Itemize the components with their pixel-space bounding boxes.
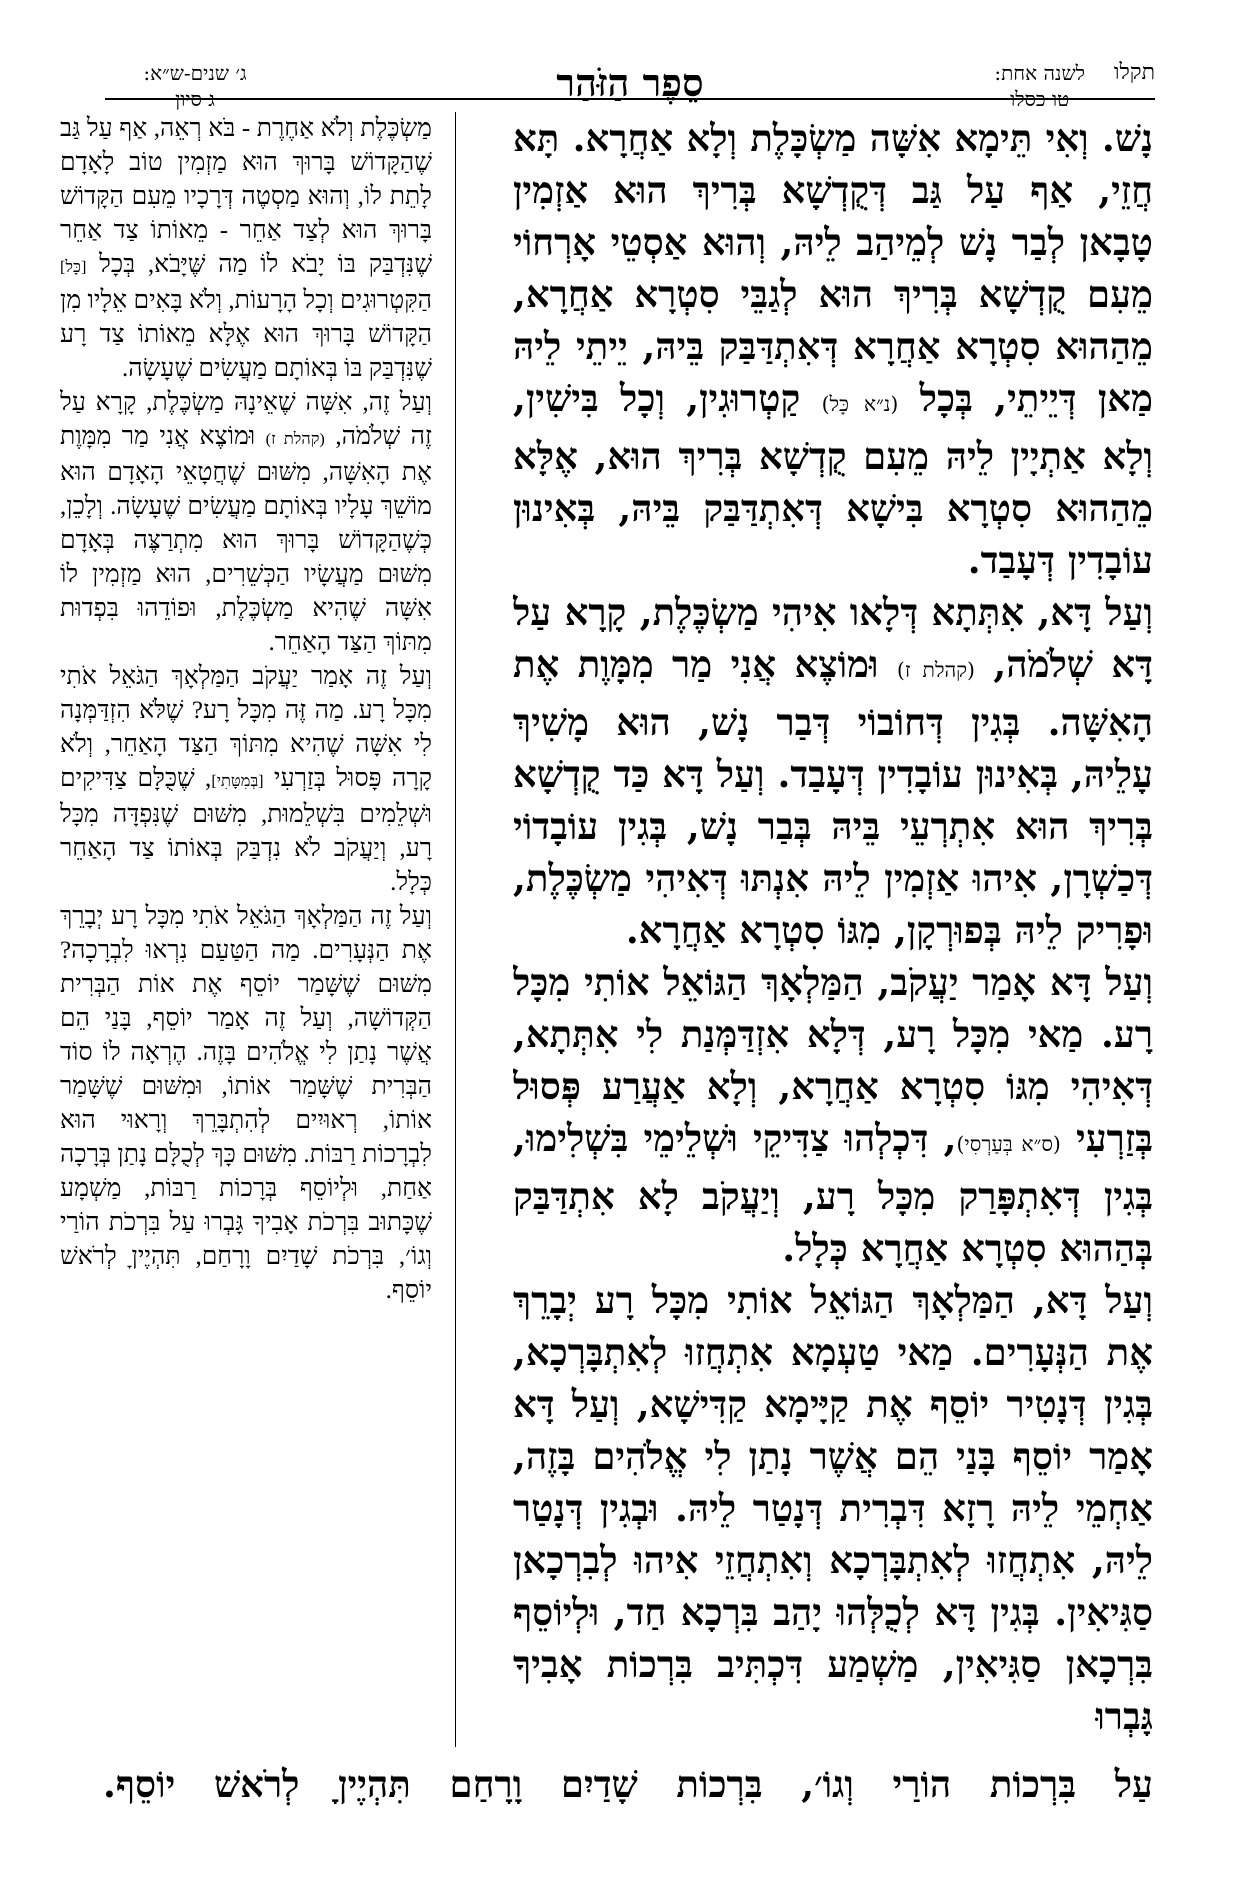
variant-note: [כָּל] [60, 258, 87, 276]
book-title: סֵפֶר הַזֹּהַר [556, 60, 704, 105]
schedule-label-one-year: לשנה אחת: [994, 61, 1085, 85]
schedule-label-three-years: ג׳ שנים-ש״א: [143, 61, 247, 85]
schedule-date-one-year: טו כסלו [1010, 87, 1070, 111]
hebrew-paragraph-1: מַשְׂכֶּלֶת וְלֹא אַחֶרֶת - בֹּא רְאֵה, אַף עַל גַּב שֶׁהַקָּדוֹשׁ בָּרוּךְ הוּא מַזְמִין טוֹב לָאָדָם לָתֵת לוֹ, וְהוּא מַסְטֶה דְּרָכָיו מֵעִם הַקָּדוֹשׁ בָּרוּךְ הוּא לְצַד אַחֵר - מֵאוֹתוֹ צַד אַחֵר שֶׁנִּדְבַּק בּוֹ יָבֹא לוֹ מַה שֶּׁיָּבֹא, בְּכָל [כָּל] הַקִּטְרוּגִים וְכָל הָרָעוֹת, וְלֹא בָּאִים אֵלָיו מִן הַקָּדוֹשׁ בָּרוּךְ הוּא אֶלָּא מֵאוֹתוֹ צַד רָע שֶׁנִּדְבַּק בּוֹ בְּאוֹתָם מַעֲשִׂים שֶׁעָשָׂה. [60, 115, 432, 382]
schedule-date-three-years: ג סיון [175, 87, 215, 111]
hebrew-paragraph-2: וְעַל זֶה, אִשָּׁה שֶׁאֵינָהּ מַשְׂכֶּלֶת, קָרָא עַל זֶה שְׁלֹמֹה, (קהלת ז) וּמוֹצֶא אֲנִי מַר מִמָּוֶת אֶת הָאִשָּׁה, מִשּׁוּם שֶׁחֲטָאֵי הָאָדָם הוּא מוֹשֵׁךְ עָלָיו בְּאוֹתָם מַעֲשִׂים שֶׁעָשָׂה. וְלָכֵן, כְּשֶׁהַקָּדוֹשׁ בָּרוּךְ הוּא מִתְרַצֶּה בְּאָדָם מִשּׁוּם מַעֲשָׂיו הַכְּשֵׁרִים, הוּא מַזְמִין לוֹ אִשָּׁה שֶׁהִיא מַשְׂכֶּלֶת, וּפוֹדֵהוּ בִּפְדוּת מִתּוֹךְ הַצַּד הָאַחֵר. [60, 389, 432, 656]
aramaic-paragraph-2: וְעַל דָּא, אִתְּתָא דְּלָאו אִיהִי מַשְׂכֶּלֶת, קָרָא עַל דָּא שְׁלֹמֹה, (קהלת ז) וּמוֹצֶא אֲנִי מַר מִמָּוֶת אֶת הָאִשָּׁה. בְּגִין דְּחוֹבוֹי דְּבַר נָשׁ, הוּא מָשִׁיךְ עָלֵיהּ, בְּאִינוּן עוֹבָדִין דְּעָבַד. וְעַל דָּא כַּד קֻדְשָׁא בְּרִיךְ הוּא אִתְרְעֵי בֵּיהּ בְּבַר נָשׁ, בְּגִין עוֹבָדוֹי דְּכַשְׁרָן, אִיהוּ אַזְמִין לֵיהּ אִנְתּוּ דְּאִיהִי מַשְׂכֶּלֶת, וּפָרִיק לֵיהּ בְּפוּרְקָן, מִגּוֹ סִטְרָא אַחֲרָא. [513, 590, 1153, 952]
hebrew-translation-column [60, 112, 432, 1747]
verse-reference: (קהלת ז) [265, 430, 325, 448]
variant-note: [בְּמִטָּתִי] [211, 772, 264, 790]
hebrew-paragraph-4: וְעַל זֶה הַמַּלְאָךְ הַגֹּאֵל אֹתִי מִכָּל רָע יְבָרֵךְ אֶת הַנְּעָרִים. מַה הַטַּעַם נִרְאוּ לִבְרָכָה? מִשּׁוּם שֶׁשָּׁמַר יוֹסֵף אֶת אוֹת הַבְּרִית הַקְּדוֹשָׁה, וְעַל זֶה אָמַר יוֹסֵף, בָּנַי הֵם אֲשֶׁר נָתַן לִי אֱלֹהִים בָּזֶה. הֶרְאָה לוֹ סוֹד הַבְּרִית שֶׁשָּׁמַר אוֹתוֹ, וּמִשּׁוּם שֶׁשָּׁמַר אוֹתוֹ, רְאוּיִים לְהִתְבָּרֵךְ וְרָאוּי הוּא לִבְרָכוֹת רַבּוֹת. מִשּׁוּם כָּךְ לְכֻלָּם נָתַן בְּרָכָה אַחַת, וּלְיוֹסֵף בְּרָכוֹת רַבּוֹת, מַשְׁמָע שֶׁכָּתוּב בִּרְכֹת אָבִיךָ גָּבְרוּ עַל בִּרְכֹת הוֹרַי וְגוֹ׳, בִּרְכֹת שָׁדַיִם וָרָחַם, תִּהְיֶיןָ לְרֹאשׁ יוֹסֵף. [60, 903, 432, 1304]
aramaic-paragraph-4: וְעַל דָּא, הַמַּלְאָךְ הַגּוֹאֵל אוֹתִי מִכָּל רָע יְבָרֵךְ אֶת הַנְּעָרִים. מַאי טַעְמָא אִתְחֲזוּ לְאִתְבָּרְכָא, בְּגִין דְּנָטִיר יוֹסֵף אֶת קַיָּימָא קַדִּישָׁא, וְעַל דָּא אָמַר יוֹסֵף בָּנַי הֵם אֲשֶׁר נָתַן לִי אֱלֹהִים בָּזֶה, אַחְמֵי לֵיהּ רָזָא דִּבְרִית דְּנָטַר לֵיהּ. וּבְגִין דְּנָטַר לֵיהּ, אִתְחֲזוּ לְאִתְבָּרְכָא וְאִתְחֲזֵי אִיהוּ לְבִרְכָאן סַגִּיאִין. בְּגִין דָּא לְכֻלְּהוּ יָהַב בִּרְכָא חַד, וּלְיוֹסֵף בִּרְכָאן סַגִּיאִין, מַשְׁמַע דִּכְתִּיב בִּרְכוֹת אָבִיךָ גָּבְרוּ [513, 1278, 1153, 1738]
hebrew-paragraph-3: וְעַל זֶה אָמַר יַעֲקֹב הַמַּלְאָךְ הַגֹּאֵל אֹתִי מִכָּל רָע. מַה זֶּה מִכָּל רָע? שֶׁלֹּא הִזְדַּמְּנָה לִי אִשָּׁה שֶׁהִיא מִתּוֹךְ הַצַּד הָאַחֵר, וְלֹא קָרָה פָּסוּל בְּזַרְעִי [בְּמִטָּתִי], שֶׁכֻּלָּם צַדִּיקִים וּשְׁלֵמִים בִּשְׁלֵמוּת, מִשּׁוּם שֶׁנִּפְדָּה מִכָּל רָע, וְיַעֲקֹב לֹא נִדְבַּק בְּאוֹתוֹ צַד הָאַחֵר כְּלָל. [60, 663, 432, 896]
daily-schedule-one-year [994, 60, 1085, 112]
aramaic-paragraph-3: וְעַל דָּא אָמַר יַעֲקֹב, הַמַּלְאָךְ הַגּוֹאֵל אוֹתִי מִכָּל רָע. מַאי מִכָּל רָע, דְּלָא אִזְדַּמְּנַת לִי אִתְּתָא, דְּאִיהִי מִגּוֹ סִטְרָא אַחֲרָא, וְלָא אַעֲרַע פְּסוּל בְּזַרְעִי (ס״א בְּעַרְסִי), דִּכְלְהוּ צַדִּיקֵי וּשְׁלֵימֵי בִּשְׁלִימוּ, בְּגִין דְּאִתְפָּרַק מִכָּל רָע, וְיַעֲקֹב לָא אִתְדַּבַּק בְּהַהוּא סִטְרָא אַחֲרָא כְּלָל. [513, 960, 1153, 1270]
aramaic-text-column [513, 112, 1153, 1747]
verse-reference: (קהלת ז) [896, 658, 975, 682]
aramaic-closing-line: עַל בִּרְכוֹת הוֹרַי וְגוֹ׳, בִּרְכוֹת שָׁדַיִם וָרָחַם תִּהְיֶיןָ לְרֹאשׁ יוֹסֵף. [103, 1762, 1153, 1806]
page-number: תקלו [1113, 60, 1155, 85]
variant-note: (נ״א כָּל) [821, 392, 899, 416]
header-rule [105, 98, 1155, 100]
column-divider [455, 112, 456, 1747]
variant-note: (ס״א בְּעַרְסִי) [956, 1132, 1061, 1156]
daily-schedule-three-years [105, 60, 285, 112]
aramaic-paragraph-1: נָשׁ. וְאִי תֵּימָא אִשָּׁה מַשְׂכָּלֶת וְלָא אַחֲרָא. תָּא חֲזֵי, אַף עַל גַּב דְּקֻדְשָׁא בְּרִיךְ הוּא אַזְמִין טָבָאן לְבַר נָשׁ לְמֵיהַב לֵיהּ, וְהוּא אַסְטֵי אָרְחוֹי מֵעִם קֻדְשָׁא בְּרִיךְ הוּא לְגַבֵּי סִטְרָא אַחֲרָא, מֵהַהוּא סִטְרָא אַחֲרָא דְּאִתְדַּבַּק בֵּיהּ, יֵיתֵי לֵיהּ מַאן דְּיֵיתֵי, בְּכָל (נ״א כָּל) קַטְרוּגִין, וְכָל בִּישִׁין, וְלָא אַתְיָין לֵיהּ מֵעִם קֻדְשָׁא בְּרִיךְ הוּא, אֶלָּא מֵהַהוּא סִטְרָא בִּישָׁא דְּאִתְדַּבַּק בֵּיהּ, בְּאִינוּן עוֹבָדִין דְּעָבַד. [513, 116, 1153, 582]
